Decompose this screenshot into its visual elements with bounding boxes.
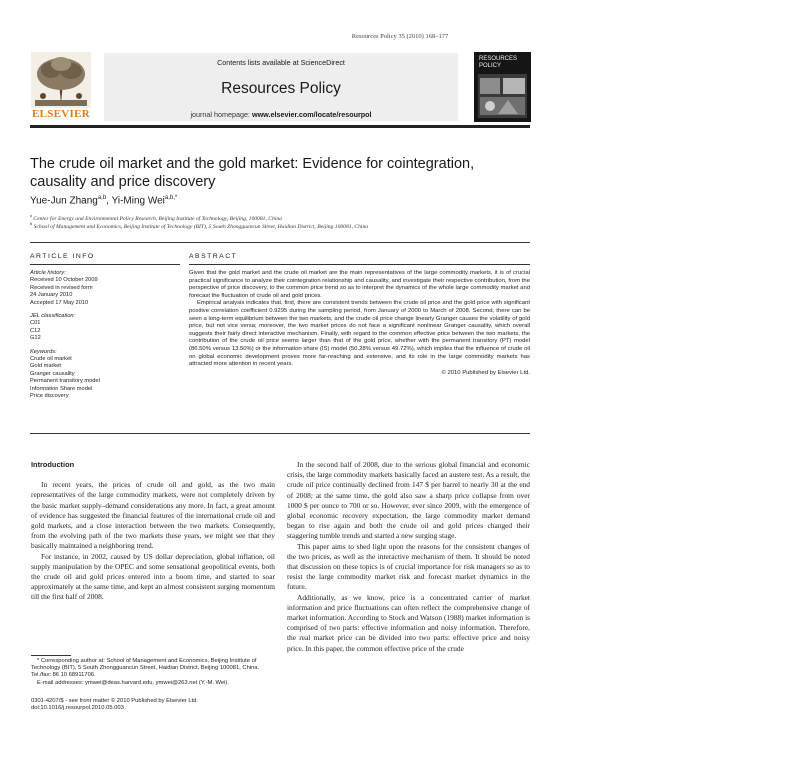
- article-title: [30, 155, 550, 191]
- author-list: [30, 195, 177, 206]
- body-column-right: [287, 460, 530, 654]
- copyright-notice: © 2010 Published by Elsevier Ltd.: [441, 369, 530, 376]
- jel-item: C01: [30, 320, 41, 327]
- article-info-heading: ARTICLE INFO: [30, 253, 95, 260]
- abstract-paragraph: Given that the gold market and the crude oil market are the main representatives of the large commodity markets, it is of crucial practical significance to analyze their cointegration relationship and causality, and investigate their respective contribution, from the perspective of price discovery, to the common price trend so as to interpret the dynamics of the whole large commodity market and forecast the fluctuation of crude oil and gold prices.: [189, 270, 530, 299]
- history-item: Accepted 17 May 2010: [30, 299, 89, 306]
- abstract-heading: ABSTRACT: [189, 253, 238, 260]
- abstract-rule: [189, 264, 530, 265]
- history-item: 24 January 2010: [30, 292, 73, 299]
- abstract-bottom-rule: [30, 433, 530, 434]
- contents-label: Contents lists available at: [217, 58, 301, 67]
- keyword-item: Granger causality: [30, 370, 75, 377]
- title-line1: The crude oil market and the gold market: Evidence for cointegration,: [30, 156, 475, 172]
- publisher-name: ELSEVIER: [31, 108, 91, 120]
- affiliation-text: Center for Energy and Environmental Policy Research, Beijing Institute of Technology, Beijing, 100081, China: [32, 215, 282, 222]
- header-rule: [30, 125, 530, 128]
- body-paragraph: For instance, in 2002, caused by US dollar depreciation, global inflation, oil supply manipulation by the OPEC and some sensational geopolitical events, both the crude oil and gold prices entered into a boom time, and started to soar approximately at the same time, and kept an almost consistent surging momentum till the first half of 2008.: [31, 551, 275, 602]
- title-rule: [30, 242, 530, 243]
- history-item: Received in revised form: [30, 284, 93, 291]
- jel-label: JEL classification:: [30, 313, 76, 320]
- body-paragraph: In recent years, the prices of crude oil and gold, as the two main representatives of the large commodity markets, were not completely driven by the basic market supply–demand considerations any more. In fact, a great amount of evidence has suggested the financial features of the international crude oil and gold markets, and a close interaction between the two markets. Consequently, from the evolving path of the two markets these years, we might see that they basically maintained a neighboring trend.: [31, 480, 275, 551]
- front-matter-info: [31, 698, 275, 712]
- journal-cover: [474, 52, 531, 122]
- journal-homepage: [104, 110, 458, 119]
- doi-link[interactable]: doi:10.1016/j.resourpol.2010.05.003: [31, 705, 124, 712]
- author-name[interactable]: Yue-Jun Zhang: [30, 195, 98, 207]
- sciencedirect-link[interactable]: ScienceDirect: [300, 58, 345, 67]
- affiliation-text: School of Management and Economics, Beijing Institute of Technology (BIT), 5 South Zhongguancun Street, Haidian District, Beijing 100081, China: [32, 223, 369, 230]
- keyword-item: Information Share model: [30, 385, 93, 392]
- corresponding-author-note: * Corresponding author at: School of Management and Economics, Beijing Institute of Technology (BIT), 5 South Zhongguancun Street, Haidian District, Beijing 100081, China. Tel./fax: 86 10 68911706.: [31, 658, 260, 679]
- keyword-item: Crude oil market: [30, 356, 72, 363]
- author-affil-mark: a,b,*: [164, 195, 178, 201]
- cover-title-line2: POLICY: [479, 62, 502, 69]
- abstract-body: [189, 270, 530, 377]
- body-paragraph: Additionally, as we know, price is a concentrated carrier of market information and price fluctuations can often reflect the comprehensive change of market information. According to Stock and Watson (1988) market information is comprised of two parts: effective information and noisy information. Therefore, the real market price can be divided into two parts: effective price and noisy price. In this paper, the common effective price of the crude: [287, 592, 530, 653]
- keywords-label: Keywords:: [30, 348, 57, 355]
- cover-title-line1: RESOURCES: [479, 56, 518, 62]
- abstract-paragraph: Empirical analysis indicates that, first, there are consistent trends between the crude oil price and the gold price with significant positive correlation coefficient 0.9295 during the sampling period, from January of 2000 to March of 2008. Second, there can be seen a long-term equilibrium between the two markets, and the crude oil price change linearly Granger causes the volatility of gold price, but not vice versa; moreover, the two market prices do not face a significant nonlinear Granger causality, which overall suggests their fairly direct interactive mechanism. Finally, with regard to the common effective price between the two markets, the contribution of the crude oil price seems larger than that of the gold price, whether with the permanent transitory (PT) model (86.50% versus 13.50%) or the information share (IS) model (50.28% versus 49.72%), which implies that the influence of crude oil on global economic development proves more far-reaching and extensive, and its role in the large commodity markets has attracted more attention in recent years.: [189, 300, 530, 368]
- cover-image: [478, 74, 527, 118]
- journal-title: Resources Policy: [221, 80, 341, 97]
- jel-item: C12: [30, 327, 41, 334]
- contents-line: [104, 58, 458, 67]
- section-heading-introduction: Introduction: [31, 460, 75, 469]
- body-paragraph: This paper aims to shed light upon the reasons for the consistent changes of the two prices, as well as the interactive mechanism of them. It should be noted that discussion on these topics is of crucial importance for risk managers so as to resist the large commodity market risk and forecast market dynamics in the future.: [287, 541, 530, 592]
- email-addresses: E-mail addresses: ymwei@deas.harvard.edu, ymwei@263.net (Y.-M. Wei).: [37, 679, 229, 686]
- affiliation-mark: a: [30, 213, 32, 218]
- history-label: Article history:: [30, 270, 66, 276]
- journal-citation: Resources Policy 35 (2010) 168–177: [351, 33, 449, 40]
- homepage-label: journal homepage:: [190, 110, 252, 119]
- body-paragraph: In the second half of 2008, due to the serious global financial and economic crisis, the large commodity markets basically faced an austere test. As a result, the crude oil price continually declined from 147 $ per barrel to nearly 30 at the end of 2008; at the same time, the gold also saw a sharp price collapse from over 1000 $ per ounce to 700 or so. However, ever since 2009, with the emergence of global economic recovery expectation, the large commodity market demand began to rise again and both the crude oil and gold prices changed their staggering tumble trends and started a new surging stage.: [287, 460, 530, 541]
- footnote-rule: [31, 655, 71, 656]
- homepage-link[interactable]: www.elsevier.com/locate/resourpol: [251, 110, 372, 119]
- title-line2: causality and price discovery: [30, 174, 216, 190]
- article-info: [30, 270, 180, 401]
- affiliation-b: [30, 221, 368, 230]
- author-separator: ,: [106, 195, 112, 207]
- footnote: [31, 658, 275, 687]
- keyword-item: Permanent transitory model: [30, 378, 100, 385]
- issn-line: 0301-4207/$ - see front matter © 2010 Published by Elsevier Ltd.: [31, 698, 199, 704]
- history-item: Received 10 October 2009: [30, 277, 98, 284]
- jel-item: G12: [30, 335, 41, 342]
- author-name[interactable]: Yi-Ming Wei: [111, 195, 165, 207]
- keyword-item: Price discovery: [30, 393, 69, 400]
- author-affil-mark: a,b: [97, 195, 107, 201]
- affiliation-mark: b: [30, 221, 33, 226]
- article-info-rule: [30, 264, 180, 265]
- body-column-left: [31, 460, 275, 603]
- keyword-item: Gold market: [30, 363, 61, 370]
